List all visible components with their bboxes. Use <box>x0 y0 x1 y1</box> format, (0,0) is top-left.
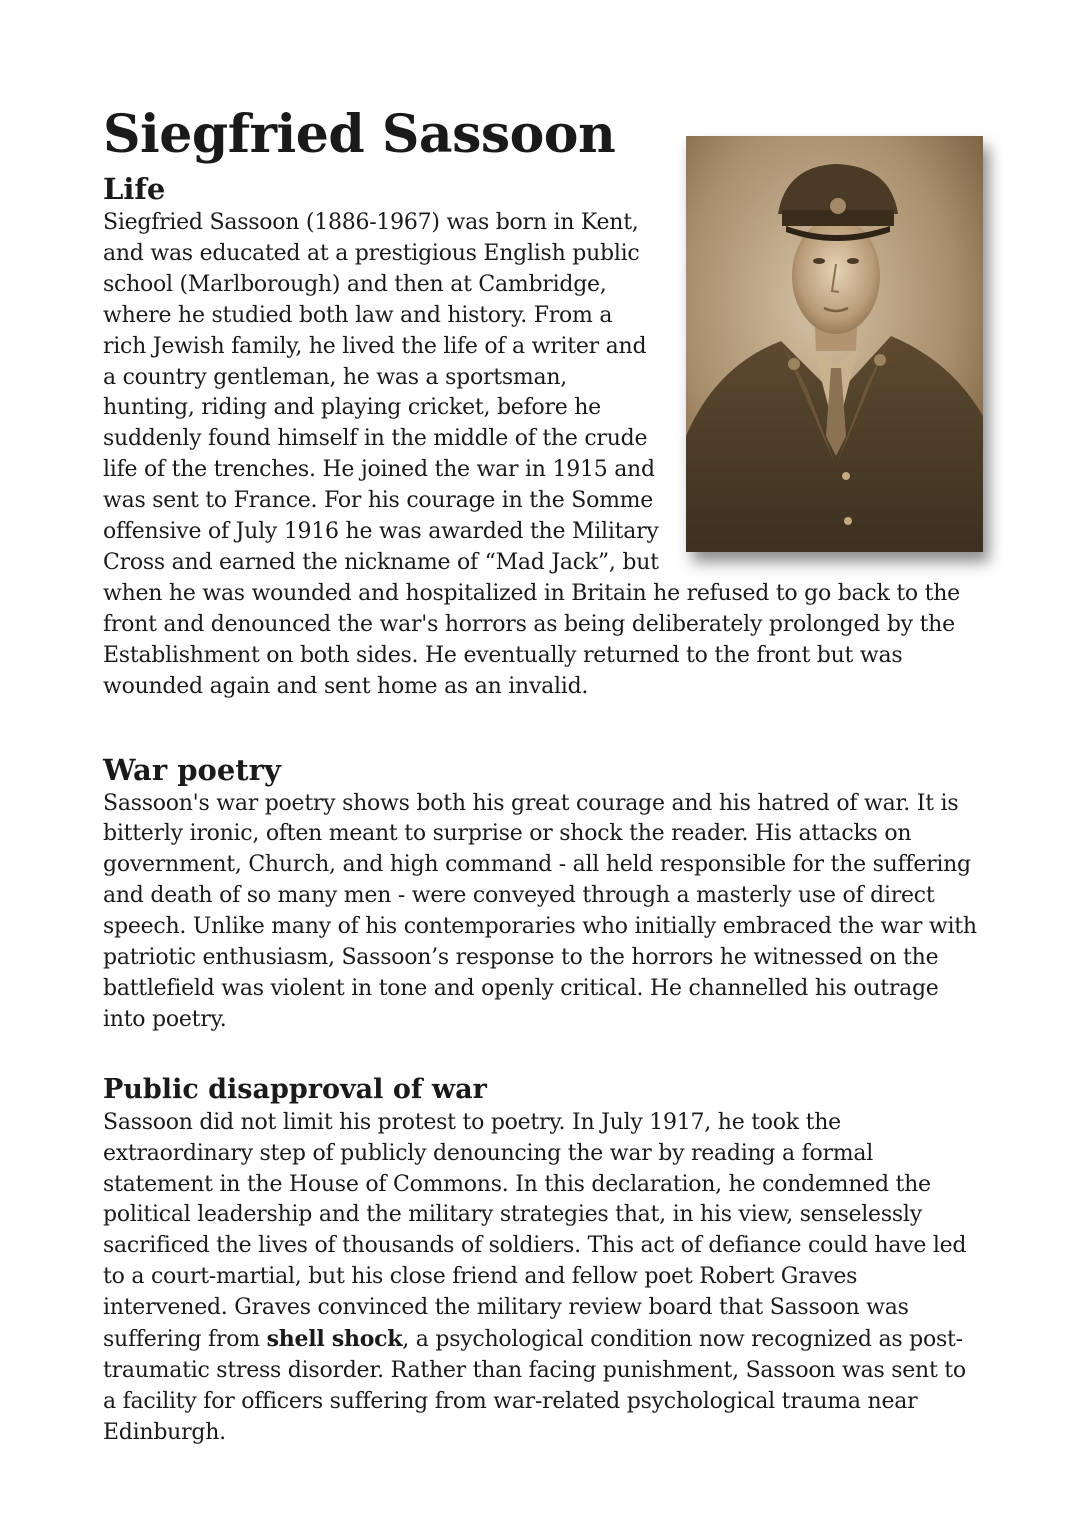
page-title: Siegfried Sassoon <box>103 104 616 165</box>
war-poetry-paragraph: Sassoon's war poetry shows both his great courage and his hatred of war. It is bitterly ironic, often meant to surprise or shock the reader. His attacks on government, Church, and high command - all held responsible for the suffering and death of so many men - were conveyed through a masterly use of direct speech. Unlike many of his contemporaries who initially embraced the war with patriotic enthusiasm, Sassoon’s response to the horrors he witnessed on the battlefield was violent in tone and openly critical. He channelled his outrage into poetry. <box>103 790 977 1032</box>
spacer <box>103 1036 983 1072</box>
paragraph-text-start: Sassoon did not limit his protest to poetry. In July 1917, he took the extraordinary step of publicly denouncing the war by reading a formal statement in the House of Commons. In this declaration, he condemned the political leadership and the military strategies that, in his view, senselessly sacrificed the lives of thousands of soldiers. This act of defiance could have led to a court-martial, but his close friend and fellow poet Robert Graves intervened. Graves convinced the military review board that Sassoon was suffering from <box>103 1109 967 1353</box>
document-page <box>103 100 983 1449</box>
public-disapproval-paragraph <box>103 1108 983 1449</box>
spacer <box>103 703 983 751</box>
shell-shock-term: shell shock <box>266 1326 403 1353</box>
life-heading: Life <box>103 172 166 206</box>
public-disapproval-heading: Public disapproval of war <box>103 1073 487 1105</box>
paragraph-text-end: , a psychological condition now recognized as post-traumatic stress disorder. Rather than facing punishment, Sassoon was sent to a facility for officers suffering from war-related psychological trauma near Edinburgh. <box>103 1327 966 1445</box>
life-paragraph: Siegfried Sassoon (1886-1967) was born in Kent, and was educated at a prestigious English public school (Marlborough) and then at Cambridge, where he studied both law and history. From a rich Jewish family, he lived the life of a writer and a country gentleman, he was a sportsman, hunting, riding and playing cricket, before he suddenly found himself in the middle of the crude life of the trenches. He joined the war in 1915 and was sent to France. For his courage in the Somme offensive of July 1916 he was awarded the Military Cross and earned the nickname of “Mad Jack”, but when he was wounded and hospitalized in Britain he refused to go back to the front and denounced the war's horrors as being deliberately prolonged by the Establishment on both sides. He eventually returned to the front but was wounded again and sent home as an invalid. <box>103 210 960 699</box>
portrait-photo <box>686 136 983 552</box>
soldier-portrait-image <box>686 136 983 552</box>
war-poetry-heading: War poetry <box>103 752 281 787</box>
